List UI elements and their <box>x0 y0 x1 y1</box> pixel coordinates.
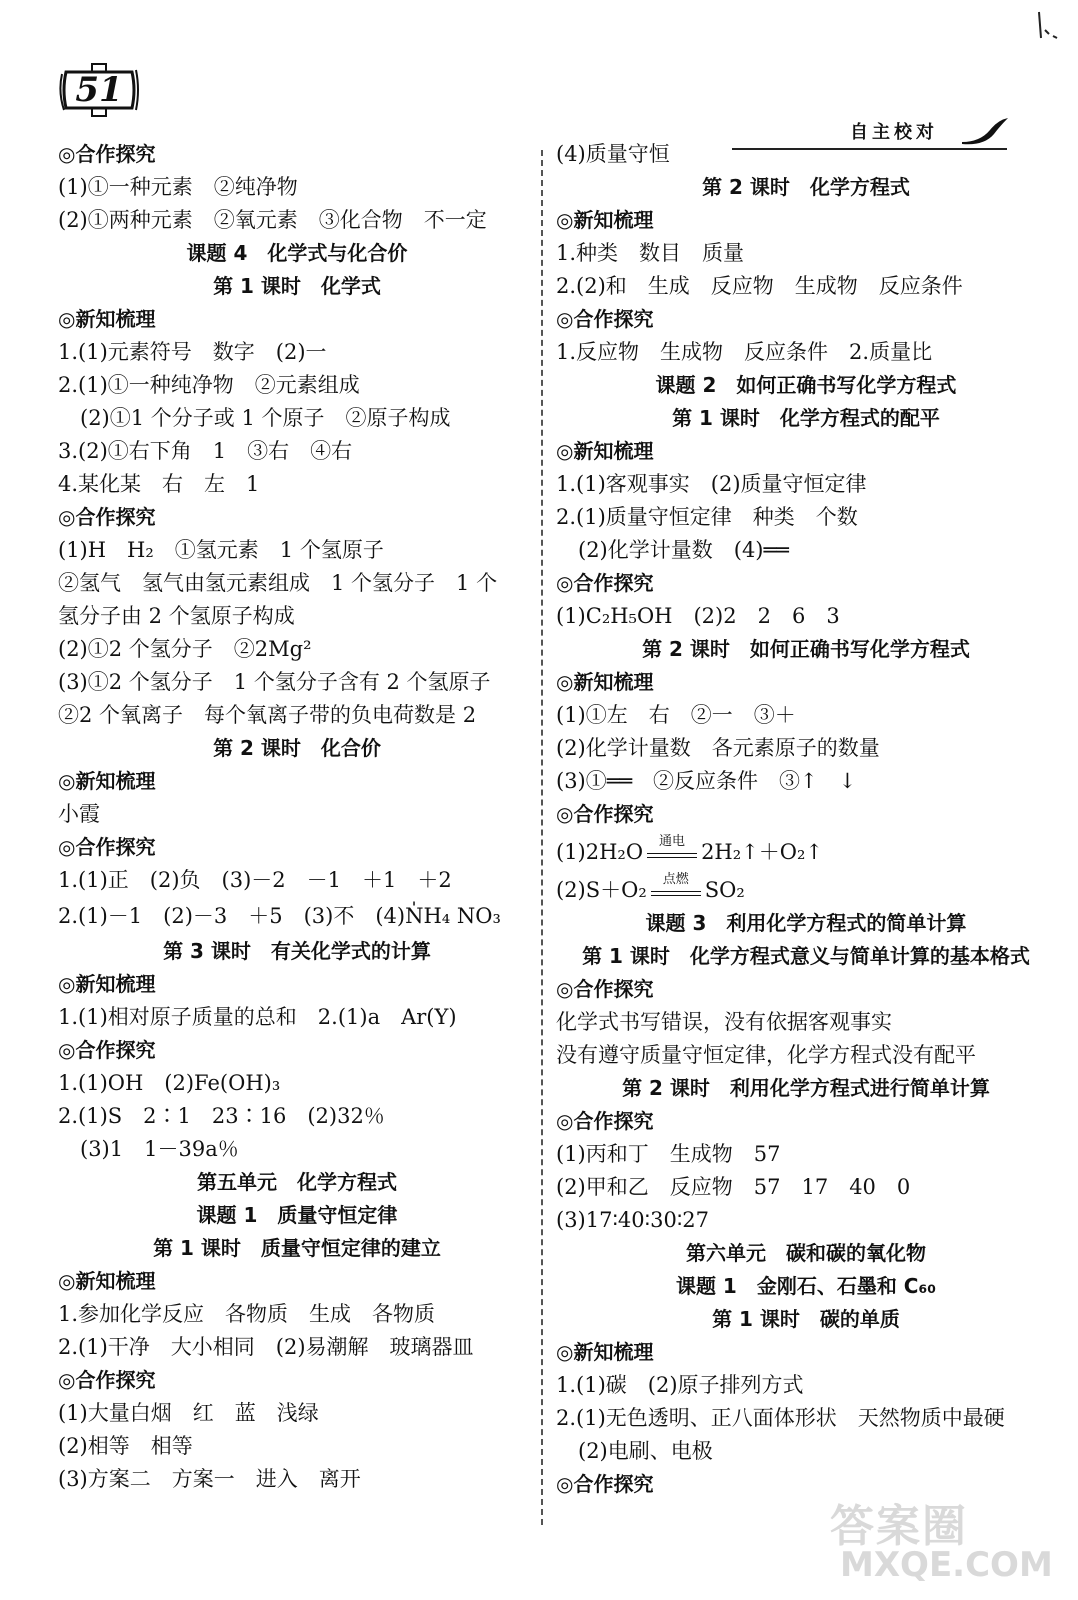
answer-line: (3)①2 个氢分子 1 个氢分子含有 2 个氢原子 <box>58 670 491 694</box>
answer-line: 2.(1)质量守恒定律 种类 个数 <box>556 505 858 529</box>
equation-reactants: (1)2H₂O <box>556 839 644 864</box>
equals-bar <box>651 891 701 892</box>
equation-products: SO₂ <box>704 877 745 902</box>
lesson-title: 课题 1 金刚石、石墨和 C₆₀ <box>675 1274 937 1298</box>
answer-line: 氢分子由 2 个氢原子构成 <box>58 604 295 628</box>
lesson-title: 第 1 课时 化学式 <box>213 274 381 298</box>
lesson-title: 课题 3 利用化学方程式的简单计算 <box>645 911 967 935</box>
lesson-title: 课题 4 化学式与化合价 <box>186 241 408 265</box>
watermark-logo: 答案圈 <box>830 1501 968 1552</box>
answer-line: (3)方案二 方案一 进入 离开 <box>58 1467 361 1491</box>
answer-line: 2.(1)干净 大小相同 (2)易潮解 玻璃器皿 <box>58 1335 474 1359</box>
answer-line: (2)①2 个氢分子 ②2Mg² <box>58 637 312 661</box>
section-heading: ◎合作探究 <box>58 142 156 166</box>
answer-line-indented: (2)化学计量数 (4)══ <box>578 538 789 562</box>
answer-line: 2.(1)①一种纯净物 ②元素组成 <box>58 373 360 397</box>
section-heading: ◎合作探究 <box>58 505 156 529</box>
lesson-title: 第五单元 化学方程式 <box>197 1170 397 1194</box>
answer-line: (1)大量白烟 红 蓝 浅绿 <box>58 1401 319 1425</box>
condition-label: 通电 <box>659 834 686 849</box>
chemical-equation <box>556 871 745 909</box>
section-heading: ◎合作探究 <box>556 977 654 1001</box>
section-heading: ◎新知梳理 <box>58 769 156 793</box>
lesson-title: 第 1 课时 碳的单质 <box>712 1307 900 1331</box>
section-heading: ◎合作探究 <box>556 571 654 595</box>
section-heading: ◎合作探究 <box>58 1038 156 1062</box>
header-label: 自主校对 <box>850 122 938 143</box>
chemical-equation <box>556 833 823 871</box>
watermark-url: MXQE.COM <box>840 1545 1053 1585</box>
answer-line: 没有遵守质量守恒定律，化学方程式没有配平 <box>556 1043 976 1067</box>
equation-products: 2H₂↑＋O₂↑ <box>701 839 823 864</box>
answer-line: (2)甲和乙 反应物 57 17 40 0 <box>556 1175 911 1199</box>
lesson-title: 第 1 课时 化学方程式的配平 <box>672 406 940 430</box>
left-column <box>58 138 536 1496</box>
answer-line: 1.(1)OH (2)Fe(OH)₃ <box>58 1071 281 1095</box>
answer-line: 1.(1)客观事实 (2)质量守恒定律 <box>556 472 867 496</box>
section-heading: ◎新知梳理 <box>58 1269 156 1293</box>
answer-line: 化学式书写错误，没有依据客观事实 <box>556 1010 892 1034</box>
right-column <box>556 138 1056 1501</box>
answer-line: (1)丙和丁 生成物 57 <box>556 1142 781 1166</box>
answer-line: (1)C₂H₅OH (2)2 2 6 3 <box>556 604 840 628</box>
equation-reactants: (2)S＋O₂ <box>556 877 647 902</box>
answer-line: 1.(1)元素符号 数字 (2)一 <box>58 340 327 364</box>
equals-bar <box>647 853 697 854</box>
section-heading: ◎新知梳理 <box>556 439 654 463</box>
page-number-badge <box>58 62 140 118</box>
lesson-title: 第 2 课时 化合价 <box>213 736 381 760</box>
answer-line: (2)①两种元素 ②氧元素 ③化合物 不一定 <box>58 208 487 232</box>
answer-line: 2.(1)无色透明、正八面体形状 天然物质中最硬 <box>556 1406 1005 1430</box>
lesson-title: 第 1 课时 化学方程式意义与简单计算的基本格式 <box>582 944 1030 968</box>
lesson-title: 第 2 课时 化学方程式 <box>702 175 910 199</box>
answer-line: 4.某化某 右 左 1 <box>58 472 260 496</box>
answer-line: (1)H H₂ ①氢元素 1 个氢原子 <box>58 538 384 562</box>
page-number: 51 <box>75 70 123 110</box>
reaction-condition <box>643 834 701 868</box>
answer-line: ②氢气 氢气由氢元素组成 1 个氢分子 1 个 <box>58 571 498 595</box>
section-heading: ◎合作探究 <box>58 835 156 859</box>
section-heading: ◎合作探究 <box>556 1472 654 1496</box>
equals-bar <box>647 857 697 858</box>
section-heading: ◎合作探究 <box>556 802 654 826</box>
answer-line-indented: (3)1 1－39a％ <box>80 1137 239 1161</box>
section-heading: ◎合作探究 <box>58 1368 156 1392</box>
answer-line: 1.反应物 生成物 反应条件 2.质量比 <box>556 340 933 364</box>
answer-line: 小霞 <box>58 802 100 826</box>
answer-line: (2)化学计量数 各元素原子的数量 <box>556 736 880 760</box>
corner-mark <box>1035 8 1065 52</box>
section-heading: ◎新知梳理 <box>58 972 156 996</box>
answer-line: (1)①一种元素 ②纯净物 <box>58 175 298 199</box>
section-heading: ◎新知梳理 <box>556 208 654 232</box>
equation-line <box>556 831 1056 869</box>
equation-line <box>556 869 1056 907</box>
condition-label: 点燃 <box>662 872 689 887</box>
answer-line: 1.(1)碳 (2)原子排列方式 <box>556 1373 804 1397</box>
answer-line: 3.(2)①右下角 1 ③右 ④右 <box>58 439 353 463</box>
answer-line: (4)质量守恒 <box>556 142 670 166</box>
answer-line: (3)17∶40∶30∶27 <box>556 1208 710 1232</box>
answer-line: 1.参加化学反应 各物质 生成 各物质 <box>58 1302 436 1326</box>
answer-line: ②2 个氧离子 每个氧离子带的负电荷数是 2 <box>58 703 477 727</box>
answer-line: 1.种类 数目 质量 <box>556 241 745 265</box>
answer-line: (3)①══ ②反应条件 ③↑ ↓ <box>556 769 857 793</box>
lesson-title: 课题 1 质量守恒定律 <box>196 1203 398 1227</box>
answer-line: 2.(1)－1 (2)－3 ＋5 (3)不 (4)N̍H₄ NO₃ <box>58 904 501 928</box>
lesson-title: 课题 2 如何正确书写化学方程式 <box>655 373 957 397</box>
column-divider <box>541 150 543 1525</box>
lesson-title: 第六单元 碳和碳的氧化物 <box>686 1241 926 1265</box>
lesson-title: 第 2 课时 利用化学方程式进行简单计算 <box>622 1076 990 1100</box>
answer-line-indented: (2)电刷、电极 <box>578 1439 713 1463</box>
answer-line: 1.(1)正 (2)负 (3)－2 －1 ＋1 ＋2 <box>58 868 452 892</box>
lesson-title: 第 1 课时 质量守恒定律的建立 <box>153 1236 441 1260</box>
section-heading: ◎合作探究 <box>556 1109 654 1133</box>
answer-line: (1)①左 右 ②一 ③＋ <box>556 703 796 727</box>
reaction-condition <box>647 872 705 906</box>
answer-line-indented: (2)①1 个分子或 1 个原子 ②原子构成 <box>80 406 451 430</box>
section-heading: ◎新知梳理 <box>556 670 654 694</box>
lesson-title: 第 3 课时 有关化学式的计算 <box>163 939 431 963</box>
section-heading: ◎合作探究 <box>556 307 654 331</box>
equals-bar <box>651 895 701 896</box>
lesson-title: 第 2 课时 如何正确书写化学方程式 <box>642 637 970 661</box>
section-heading: ◎新知梳理 <box>58 307 156 331</box>
section-heading: ◎新知梳理 <box>556 1340 654 1364</box>
answer-line: 2.(1)S 2∶1 23∶16 (2)32％ <box>58 1104 385 1128</box>
answer-line: (2)相等 相等 <box>58 1434 193 1458</box>
answer-line: 2.(2)和 生成 反应物 生成物 反应条件 <box>556 274 963 298</box>
answer-line: 1.(1)相对原子质量的总和 2.(1)a Ar(Y) <box>58 1005 457 1029</box>
